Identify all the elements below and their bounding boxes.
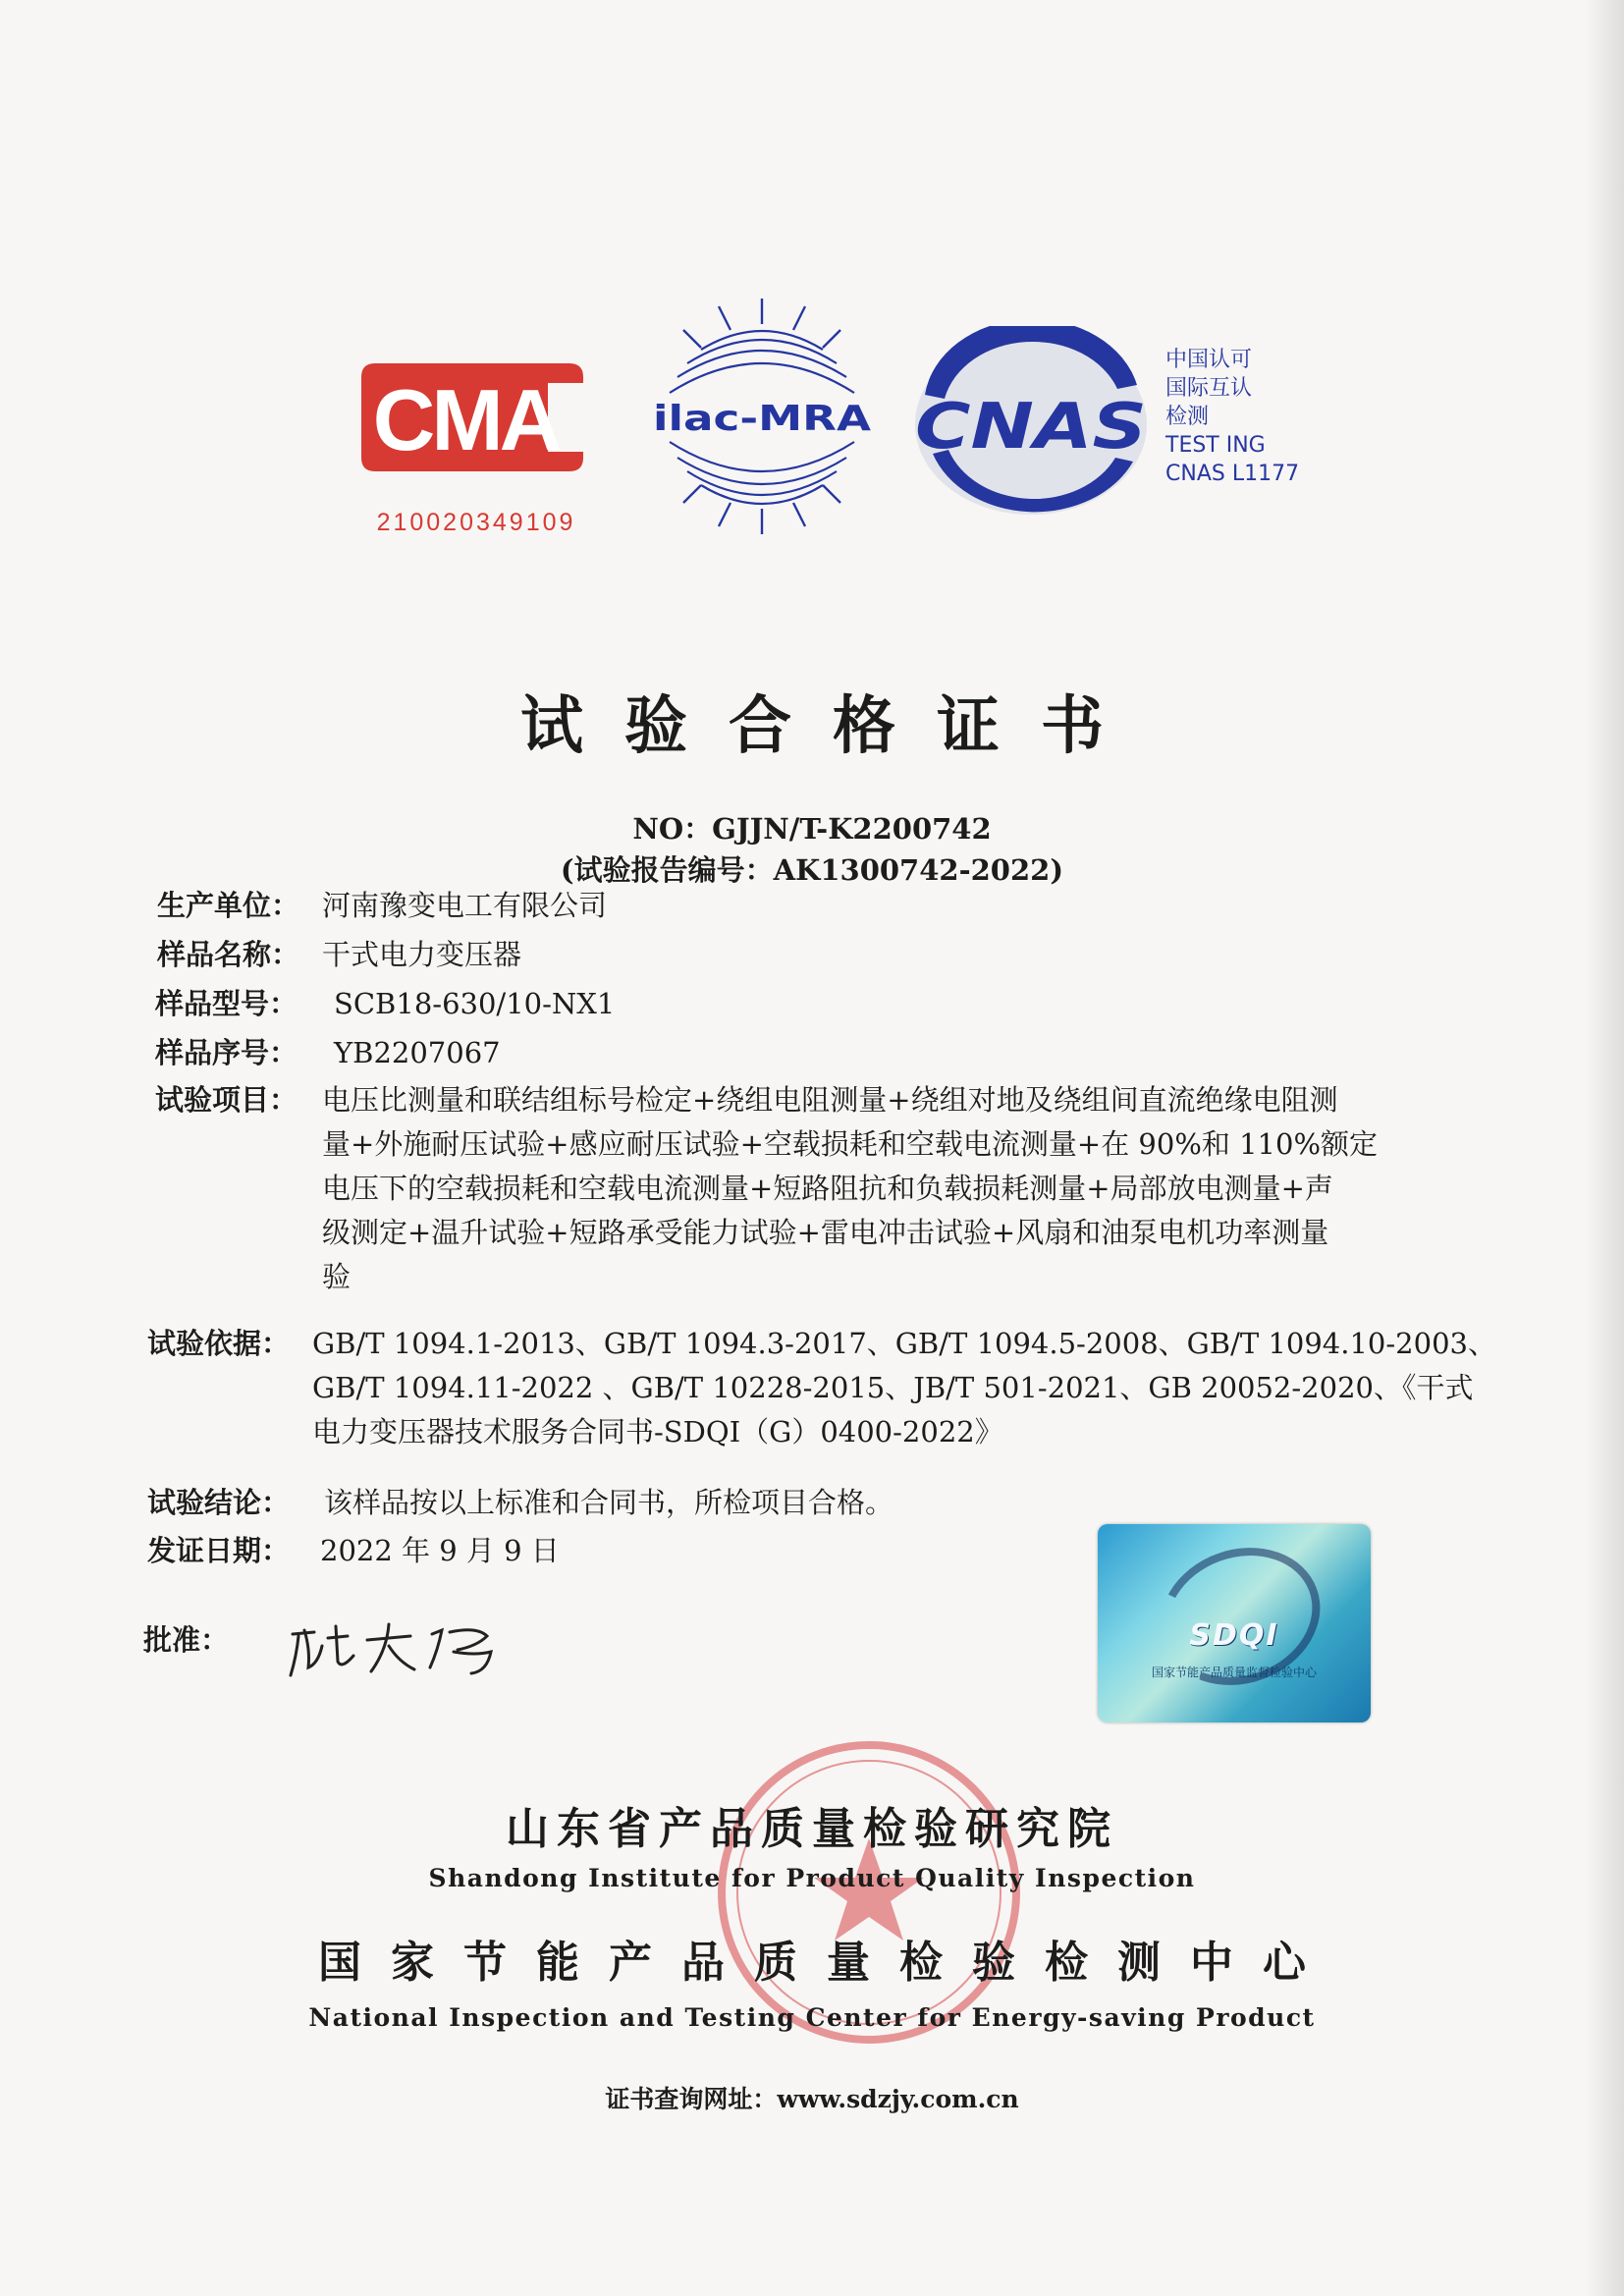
issue-date-label: 发证日期： (147, 1534, 291, 1567)
test-basis-value (312, 1322, 1496, 1454)
issuer-name-en: Shandong Institute for Product Quality Inspection (428, 1864, 1196, 1892)
sample-name-label: 样品名称： (157, 938, 300, 971)
sample-serial-value: YB2207067 (334, 1036, 501, 1069)
issue-date-value: 2022 年 9 月 9 日 (320, 1534, 560, 1567)
cnas-caption-line: 检测 (1165, 405, 1210, 429)
cnas-caption (1165, 346, 1299, 488)
cma-number: 210020349109 (376, 509, 576, 536)
approver-label: 批准： (143, 1623, 230, 1657)
issuer-name-cn: 山东省产品质量检验研究院 (506, 1804, 1118, 1854)
test-items-value (322, 1078, 1481, 1299)
conclusion-label: 试验结论： (147, 1486, 291, 1519)
test-basis-label: 试验依据： (147, 1327, 291, 1360)
cnas-logo-text: CNAS (915, 391, 1147, 464)
sample-serial-label: 样品序号： (155, 1036, 298, 1069)
ilac-mra-logo-text: ilac-MRA (653, 399, 872, 439)
test-items-line: 级测定+温升试验+短路承受能力试验+雷电冲击试验+风扇和油泵电机功率测量 (322, 1216, 1329, 1249)
certificate-title: 试验合格证书 (520, 689, 1145, 763)
certificate-query-url: 证书查询网址：www.sdzjy.com.cn (605, 2085, 1019, 2113)
cnas-caption-line: 中国认可 (1165, 348, 1253, 372)
cma-logo-text: CMA (372, 371, 559, 468)
test-items-line: 电压下的空载损耗和空载电流测量+短路阻抗和负载损耗测量+局部放电测量+声 (322, 1172, 1333, 1205)
test-items-line: 验 (322, 1260, 352, 1293)
hologram-caption: 国家节能产品质量监督检验中心 (1151, 1666, 1317, 1679)
certificate-number: NO：GJJN/T-K2200742 (632, 812, 992, 846)
hologram-logo-text: SDQI (1189, 1618, 1279, 1653)
test-items-line: 量+外施耐压试验+感应耐压试验+空载损耗和空载电流测量+在 90%和 110%额定 (322, 1127, 1378, 1161)
cnas-logo-icon (905, 326, 1151, 522)
report-number: (试验报告编号：AK1300742-2022) (560, 853, 1064, 887)
test-basis-line: GB/T 1094.11-2022 、GB/T 10228-2015、JB/T 501-2021、GB 20052-2020、《干式 (312, 1371, 1474, 1404)
sample-name-value: 干式电力变压器 (322, 938, 522, 971)
cnas-caption-line: 国际互认 (1165, 376, 1253, 401)
manufacturer-label: 生产单位： (157, 889, 300, 922)
cnas-caption-line: TEST ING (1165, 433, 1266, 458)
sample-model-value: SCB18-630/10-NX1 (334, 987, 616, 1020)
cma-logo-icon (355, 354, 589, 481)
manufacturer-value: 河南豫变电工有限公司 (322, 889, 608, 922)
cnas-caption-line: CNAS L1177 (1165, 462, 1300, 486)
test-items-line: 电压比测量和联结组标号检定+绕组电阻测量+绕组对地及绕组间直流绝缘电阻测 (322, 1083, 1338, 1117)
ilac-mra-logo-icon (640, 295, 884, 538)
test-basis-line: GB/T 1094.1-2013、GB/T 1094.3-2017、GB/T 1094.5-2008、GB/T 1094.10-2003、 (312, 1327, 1496, 1360)
sdqi-hologram-sticker (1098, 1524, 1371, 1722)
center-name-en: National Inspection and Testing Center for Energy-saving Product (308, 2003, 1316, 2032)
sample-model-label: 样品型号： (155, 987, 298, 1020)
approver-signature-icon (285, 1616, 511, 1685)
center-name-cn: 国家节能产品质量检验检测中心 (318, 1938, 1335, 1988)
test-items-label: 试验项目： (155, 1083, 298, 1117)
conclusion-value: 该样品按以上标准和合同书，所检项目合格。 (324, 1486, 894, 1519)
test-basis-line: 电力变压器技术服务合同书-SDQI（G）0400-2022》 (312, 1415, 1003, 1449)
